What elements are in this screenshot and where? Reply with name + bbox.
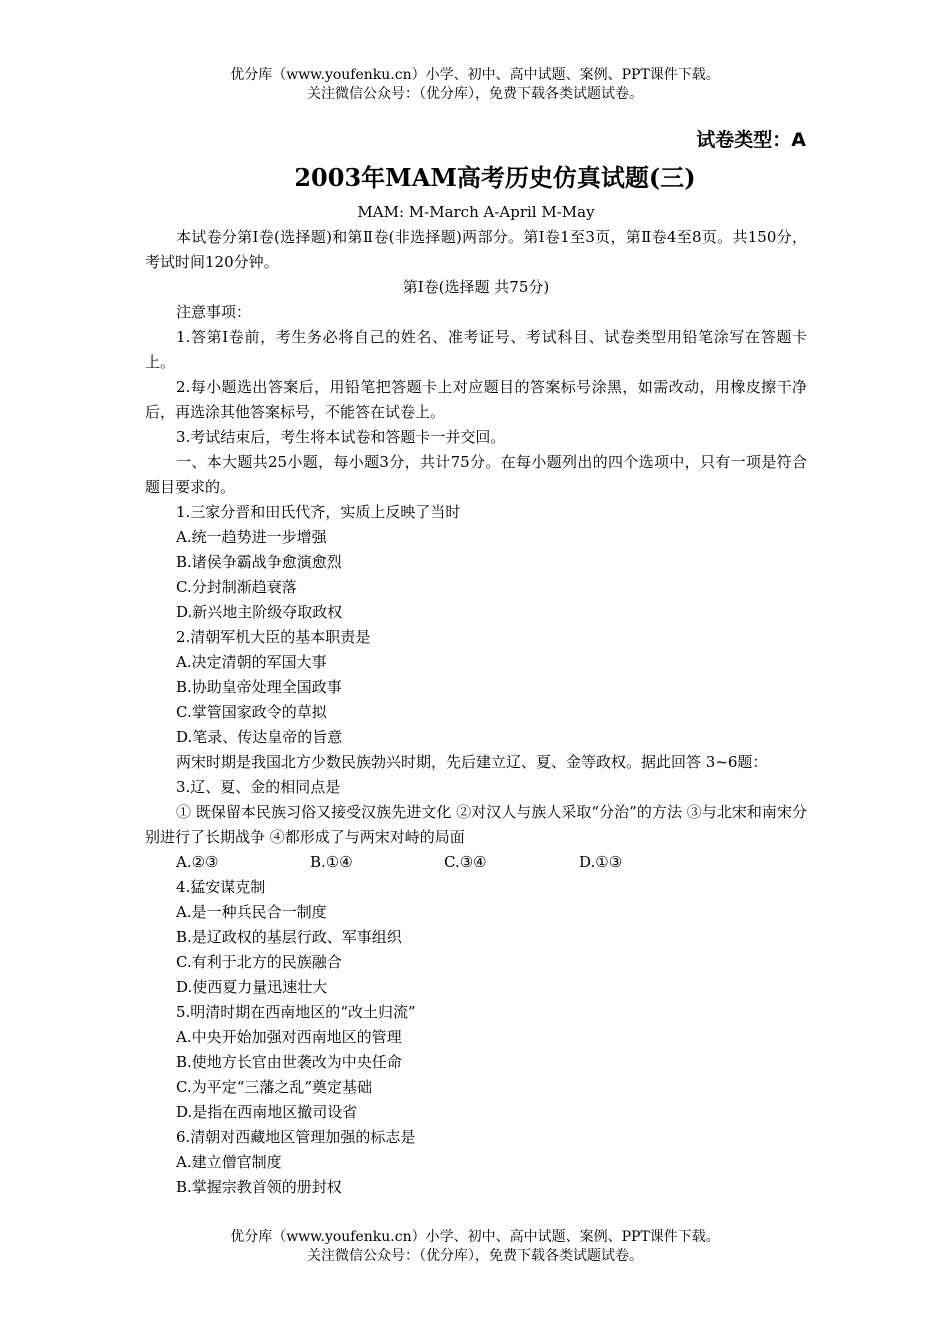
subtitle: MAM: M-March A-April M-May <box>357 203 595 221</box>
question-option: D.笔录、传达皇帝的旨意 <box>176 728 343 746</box>
question-option: B.诸侯争霸战争愈演愈烈 <box>176 553 342 571</box>
question-option: C.掌管国家政令的草拟 <box>176 703 327 721</box>
question-option: B.协助皇帝处理全国政事 <box>176 678 342 696</box>
question-option: C.分封制渐趋衰落 <box>176 578 297 596</box>
question-option: C.为平定“三藩之乱”奠定基础 <box>176 1078 373 1096</box>
question-options-row <box>145 850 807 875</box>
question-option: D.是指在西南地区撤司设省 <box>176 1103 358 1121</box>
intro-paragraph: 本试卷分第Ⅰ卷(选择题)和第Ⅱ卷(非选择题)两部分。第Ⅰ卷1至3页，第Ⅱ卷4至8页。共150分，考试时间120分钟。 <box>145 228 807 271</box>
question-option: B.掌握宗教首领的册封权 <box>176 1178 342 1196</box>
note-item: 3.考试结束后，考生将本试卷和答题卡一并交回。 <box>176 428 506 446</box>
notes-heading: 注意事项： <box>176 303 252 321</box>
section-title: 第Ⅰ卷(选择题 共75分) <box>402 278 550 296</box>
header-line-1: 优分库（www.youfenku.cn）小学、初中、高中试题、案例、PPT课件下载。 <box>230 67 720 83</box>
page-footer <box>0 1228 950 1266</box>
question-stem: 5.明清时期在西南地区的“改土归流” <box>176 1003 416 1021</box>
note-item: 2.每小题选出答案后，用铅笔把答题卡上对应题目的答案标号涂黑，如需改动，用橡皮擦干净后，再选涂其他答案标号，不能答在试卷上。 <box>145 378 807 421</box>
question-stem: 1.三家分晋和田氏代齐，实质上反映了当时 <box>176 503 461 521</box>
question-option: A.②③ <box>176 853 219 871</box>
question-option: D.①③ <box>579 853 623 871</box>
header-line-2: 关注微信公众号：（优分库），免费下载各类试题试卷。 <box>307 86 643 102</box>
question-statements: ① 既保留本民族习俗又接受汉族先进文化 ②对汉人与族人采取“分治”的方法 ③与北宋和南宋分别进行了长期战争 ④都形成了与两宋对峙的局面 <box>145 803 807 846</box>
page-title: 2003年MAM高考历史仿真试题(三) <box>294 163 696 192</box>
group-intro: 两宋时期是我国北方少数民族勃兴时期，先后建立辽、夏、金等政权。据此回答 3~6题： <box>176 753 768 771</box>
question-option: A.中央开始加强对西南地区的管理 <box>176 1028 402 1046</box>
question-stem: 4.猛安谋克制 <box>176 878 266 896</box>
question-option: D.使西夏力量迅速壮大 <box>176 978 328 996</box>
part-intro: 一、本大题共25小题，每小题3分，共计75分。在每小题列出的四个选项中，只有一项是符合题目要求的。 <box>145 453 807 496</box>
question-stem: 3.辽、夏、金的相同点是 <box>176 778 341 796</box>
question-option: B.①④ <box>310 853 353 871</box>
question-option: B.是辽政权的基层行政、军事组织 <box>176 928 402 946</box>
question-option: A.统一趋势进一步增强 <box>176 528 327 546</box>
document-body <box>145 200 807 1200</box>
question-option: B.使地方长官由世袭改为中央任命 <box>176 1053 402 1071</box>
page-header <box>0 66 950 104</box>
question-option: A.决定清朝的军国大事 <box>176 653 327 671</box>
paper-type-label: 试卷类型：A <box>696 129 806 151</box>
question-option: A.是一种兵民合一制度 <box>176 903 327 921</box>
footer-line-1: 优分库（www.youfenku.cn）小学、初中、高中试题、案例、PPT课件下载。 <box>230 1229 720 1245</box>
question-stem: 2.清朝军机大臣的基本职责是 <box>176 628 371 646</box>
question-option: A.建立僧官制度 <box>176 1153 282 1171</box>
question-option: D.新兴地主阶级夺取政权 <box>176 603 343 621</box>
question-option: C.③④ <box>444 853 487 871</box>
footer-line-2: 关注微信公众号：（优分库），免费下载各类试题试卷。 <box>307 1248 643 1264</box>
note-item: 1.答第Ⅰ卷前，考生务必将自己的姓名、准考证号、考试科目、试卷类型用铅笔涂写在答题卡上。 <box>145 328 807 371</box>
question-option: C.有利于北方的民族融合 <box>176 953 342 971</box>
question-stem: 6.清朝对西藏地区管理加强的标志是 <box>176 1128 416 1146</box>
